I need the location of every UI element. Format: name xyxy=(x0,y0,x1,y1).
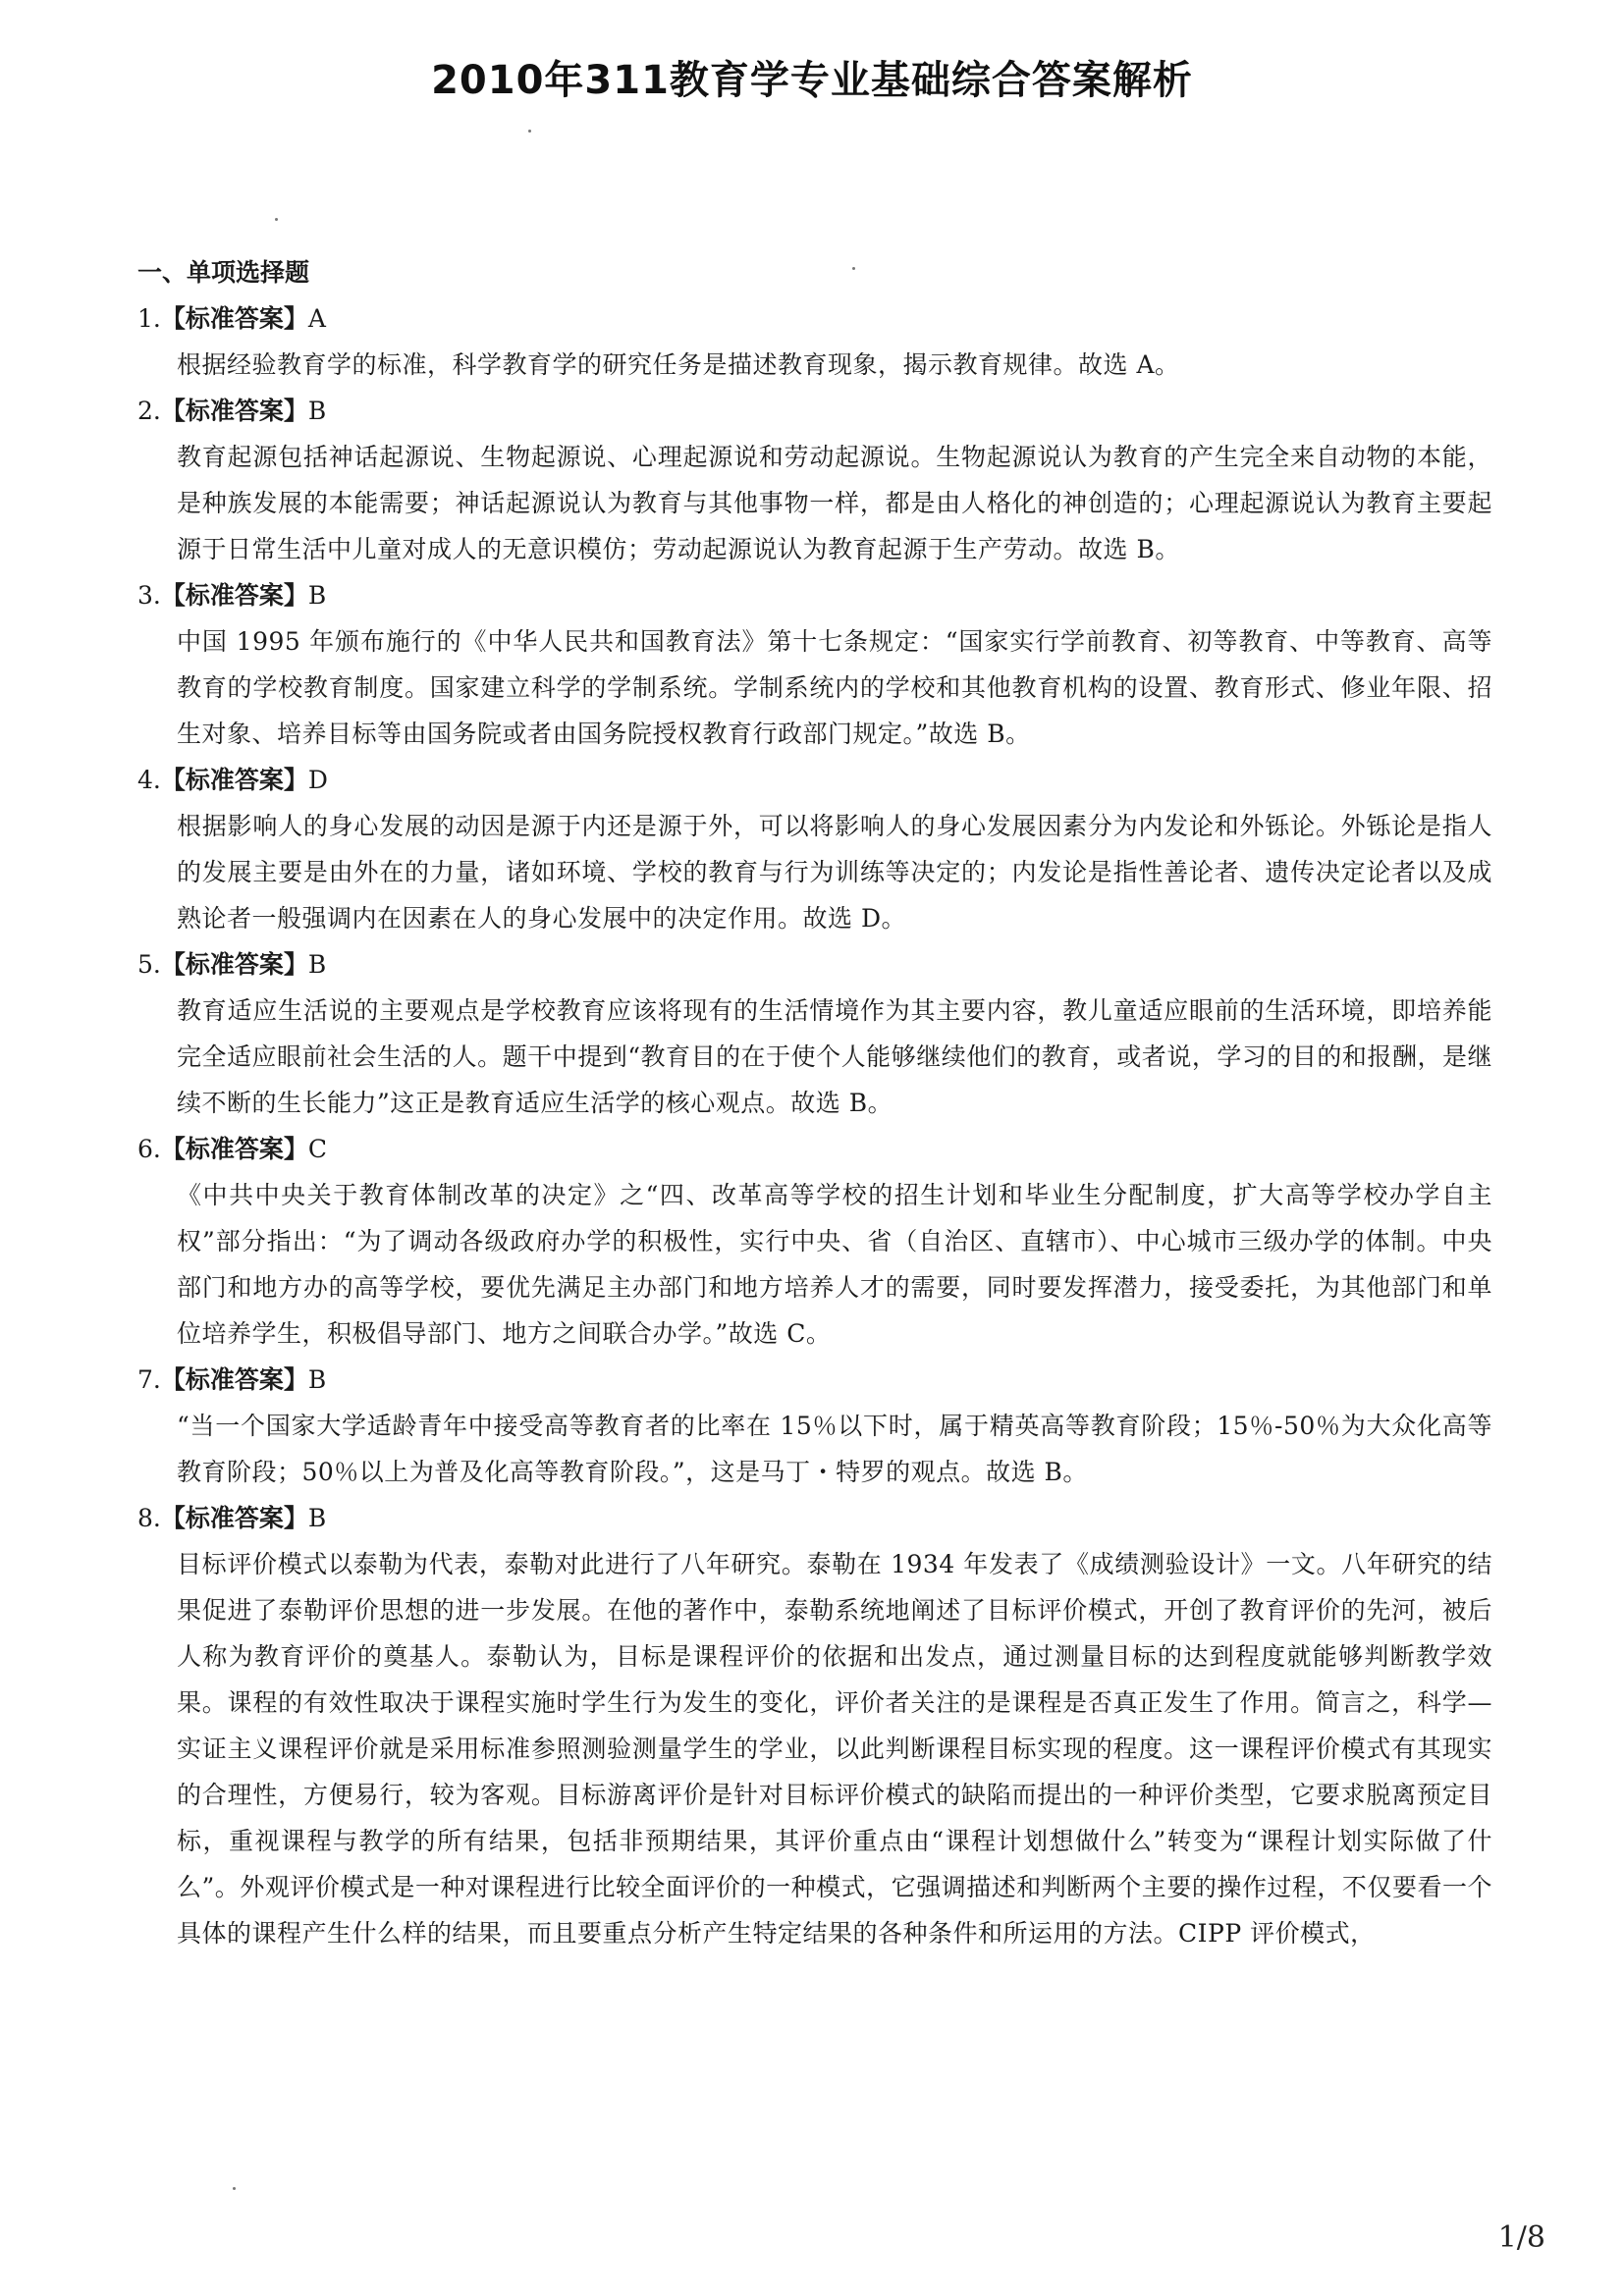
answer-letter: A xyxy=(307,304,326,333)
answer-item xyxy=(137,1126,1492,1357)
question-number: 6. xyxy=(137,1135,161,1163)
answer-heading xyxy=(137,388,1492,434)
answer-explanation: 根据影响人的身心发展的动因是源于内还是源于外，可以将影响人的身心发展因素分为内发论和外铄论。外铄论是指人的发展主要是由外在的力量，诸如环境、学校的教育与行为训练等决定的；内发论是指性善论者、遗传决定论者以及成熟论者一般强调内在因素在人的身心发展中的决定作用。故选 D。 xyxy=(177,812,1492,933)
question-number: 4. xyxy=(137,766,161,794)
answer-heading xyxy=(137,1126,1492,1172)
answer-letter: B xyxy=(307,1365,327,1394)
section-title: 一、单项选择题 xyxy=(137,258,310,287)
answer-heading xyxy=(137,757,1492,803)
answer-heading xyxy=(137,295,1492,342)
answer-label: 【标准答案】 xyxy=(160,1135,308,1163)
answer-explanation: 目标评价模式以泰勒为代表，泰勒对此进行了八年研究。泰勒在 1934 年发表了《成绩测验设计》一文。八年研究的结果促进了泰勒评价思想的进一步发展。在他的著作中，泰勒系统地阐述了目标评价模式，开创了教育评价的先河，被后人称为教育评价的奠基人。泰勒认为，目标是课程评价的依据和出发点，通过测量目标的达到程度就能够判断教学效果。课程的有效性取决于课程实施时学生行为发生的变化，评价者关注的是课程是否真正发生了作用。简言之，科学—实证主义课程评价就是采用标准参照测验测量学生的学业，以此判断课程目标实现的程度。这一课程评价模式有其现实的合理性，方便易行，较为客观。目标游离评价是针对目标评价模式的缺陷而提出的一种评价类型，它要求脱离预定目标，重视课程与教学的所有结果，包括非预期结果，其评价重点由“课程计划想做什么”转变为“课程计划实际做了什么”。外观评价模式是一种对课程进行比较全面评价的一种模式，它强调描述和判断两个主要的操作过程，不仅要看一个具体的课程产生什么样的结果，而且要重点分析产生特定结果的各种条件和所运用的方法。CIPP 评价模式， xyxy=(177,1550,1492,1948)
answer-explanation: 根据经验教育学的标准，科学教育学的研究任务是描述教育现象，揭示教育规律。故选 A。 xyxy=(177,350,1180,379)
answer-label: 【标准答案】 xyxy=(160,766,308,794)
question-number: 2. xyxy=(137,397,161,425)
answer-letter: B xyxy=(307,1504,327,1532)
answer-explanation: 中国 1995 年颁布施行的《中华人民共和国教育法》第十七条规定：“国家实行学前教育、初等教育、中等教育、高等教育的学校教育制度。国家建立科学的学制系统。学制系统内的学校和其他教育机构的设置、教育形式、修业年限、招生对象、培养目标等由国务院或者由国务院授权教育行政部门规定。”故选 B。 xyxy=(177,627,1492,748)
answer-item xyxy=(137,1357,1492,1495)
answer-label: 【标准答案】 xyxy=(160,397,308,425)
answer-heading xyxy=(137,1495,1492,1541)
scan-speck xyxy=(528,130,531,133)
answer-heading xyxy=(137,941,1492,988)
document-content xyxy=(137,250,1492,1956)
question-number: 3. xyxy=(137,581,161,610)
answer-letter: B xyxy=(307,397,327,425)
answer-item xyxy=(137,1495,1492,1956)
question-number: 1. xyxy=(137,304,161,333)
scan-speck xyxy=(233,2187,236,2190)
question-number: 5. xyxy=(137,950,161,979)
answer-letter: B xyxy=(307,581,327,610)
answer-item xyxy=(137,572,1492,757)
answer-heading xyxy=(137,572,1492,618)
answer-item xyxy=(137,388,1492,572)
question-number: 7. xyxy=(137,1365,161,1394)
answer-item xyxy=(137,941,1492,1126)
answer-label: 【标准答案】 xyxy=(160,1365,308,1394)
page-number: 1/8 xyxy=(1497,2220,1545,2255)
answer-letter: D xyxy=(307,766,328,794)
answer-label: 【标准答案】 xyxy=(160,581,308,610)
document-title: 2010年311教育学专业基础综合答案解析 xyxy=(431,58,1193,103)
answer-label: 【标准答案】 xyxy=(160,1504,308,1532)
answer-explanation: 教育适应生活说的主要观点是学校教育应该将现有的生活情境作为其主要内容，教儿童适应眼前的生活环境，即培养能完全适应眼前社会生活的人。题干中提到“教育目的在于使个人能够继续他们的教育，或者说，学习的目的和报酬，是继续不断的生长能力”这正是教育适应生活学的核心观点。故选 B。 xyxy=(177,996,1492,1117)
answer-letter: C xyxy=(307,1135,328,1163)
answer-heading xyxy=(137,1357,1492,1403)
scan-speck xyxy=(852,267,855,270)
question-number: 8. xyxy=(137,1504,161,1532)
answer-explanation: “当一个国家大学适龄青年中接受高等教育者的比率在 15％以下时，属于精英高等教育阶段；15％-50％为大众化高等教育阶段；50％以上为普及化高等教育阶段。”，这是马丁・特罗的观点。故选 B。 xyxy=(177,1412,1492,1486)
answer-list xyxy=(137,295,1492,1956)
answer-item xyxy=(137,757,1492,941)
answer-explanation: 《中共中央关于教育体制改革的决定》之“四、改革高等学校的招生计划和毕业生分配制度，扩大高等学校办学自主权”部分指出：“为了调动各级政府办学的积极性，实行中央、省（自治区、直辖市）、中心城市三级办学的体制。中央部门和地方办的高等学校，要优先满足主办部门和地方培养人才的需要，同时要发挥潜力，接受委托，为其他部门和单位培养学生，积极倡导部门、地方之间联合办学。”故选 C。 xyxy=(177,1181,1492,1348)
answer-label: 【标准答案】 xyxy=(160,304,308,333)
scan-speck xyxy=(275,218,278,221)
answer-label: 【标准答案】 xyxy=(160,950,308,979)
answer-letter: B xyxy=(307,950,327,979)
answer-explanation: 教育起源包括神话起源说、生物起源说、心理起源说和劳动起源说。生物起源说认为教育的产生完全来自动物的本能，是种族发展的本能需要；神话起源说认为教育与其他事物一样，都是由人格化的神创造的；心理起源说认为教育主要起源于日常生活中儿童对成人的无意识模仿；劳动起源说认为教育起源于生产劳动。故选 B。 xyxy=(177,443,1492,563)
answer-item xyxy=(137,295,1492,388)
